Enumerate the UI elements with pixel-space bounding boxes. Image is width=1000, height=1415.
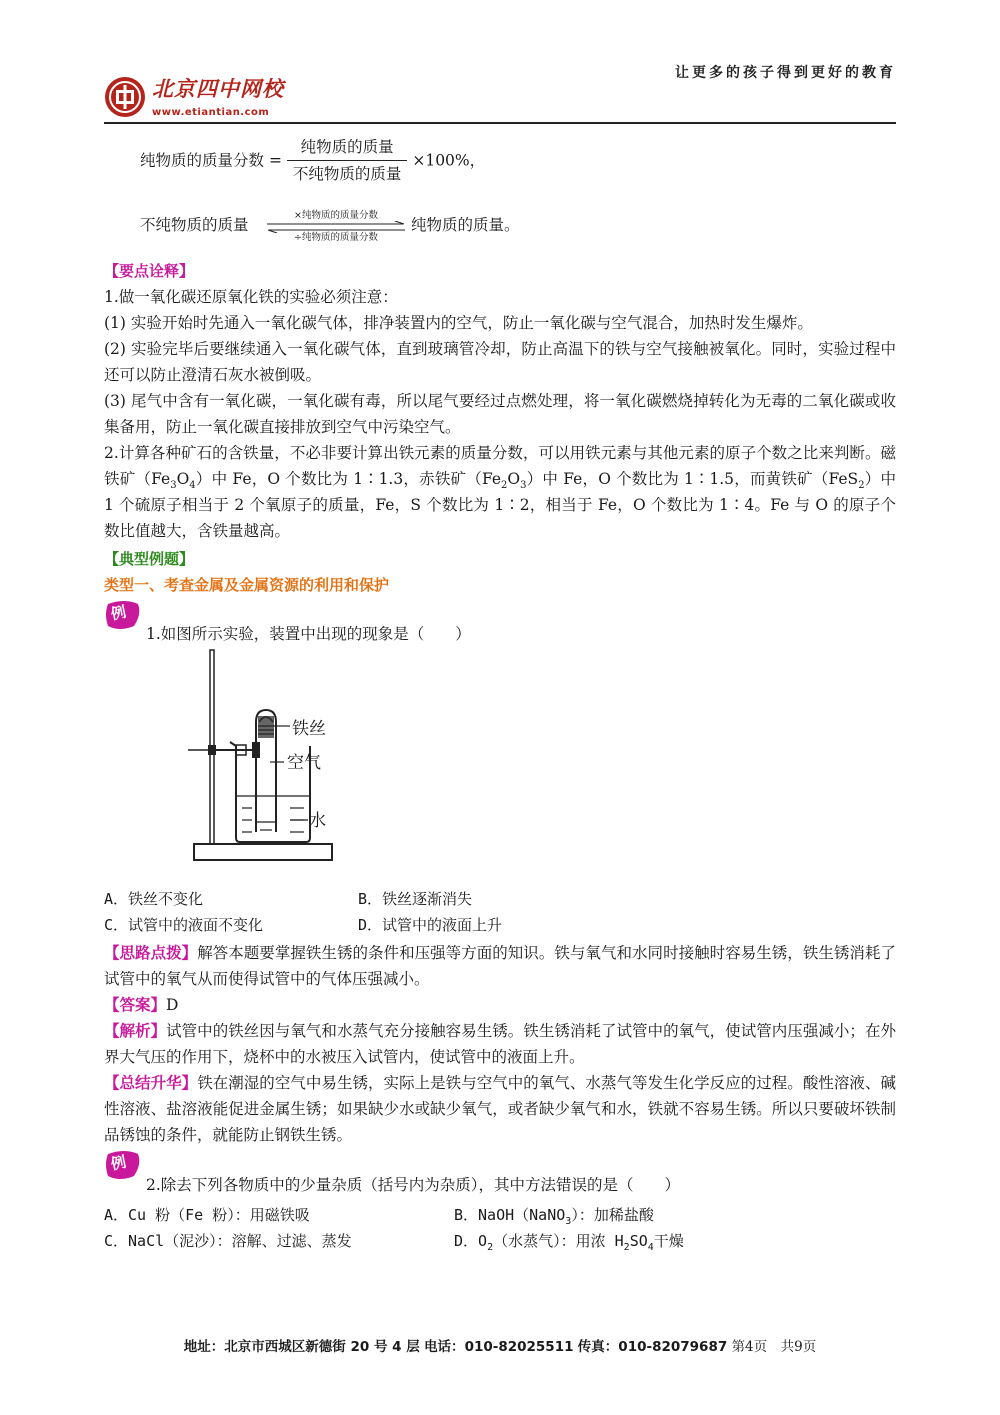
q2-option-c[interactable]: C．NaCl（泥沙）：溶解、过滤、蒸发	[104, 1232, 352, 1250]
question-1-stem: 1.如图所示实验，装置中出现的现象是（ ）	[146, 625, 471, 643]
q2-option-a[interactable]: A．Cu 粉（Fe 粉）：用磁铁吸	[104, 1206, 310, 1224]
header-divider	[104, 122, 896, 124]
logo-url: www.etiantian.com	[152, 107, 270, 118]
formula-conversion-right: 纯物质的质量。	[411, 216, 520, 234]
key-points-heading: 【要点诠释】	[104, 262, 195, 280]
logo-emblem-icon	[104, 76, 146, 118]
page-footer: 地址：北京市西城区新德街 20 号 4 层 电话：010-82025511 传真：010-82079687 第4页 共9页	[183, 1339, 817, 1355]
example-badge-1: 例	[104, 600, 144, 632]
q1-answer: 【答案】D	[104, 996, 179, 1014]
key-point-1: 1.做一氧化碳还原氧化铁的实验必须注意：	[104, 288, 398, 306]
q1-option-c[interactable]: C．试管中的液面不变化	[104, 916, 264, 934]
label-air: 空气	[287, 753, 321, 773]
q1-option-d[interactable]: D．试管中的液面上升	[358, 916, 503, 934]
q1-summary: 【总结升华】铁在潮湿的空气中易生锈，实际上是铁与空气中的氧气、水蒸气等发生化学反应的过程。酸性溶液、碱性溶液、盐溶液能促进金属生锈；如果缺少水或缺少氧气，或者缺少氧气和水，铁就不容易生锈。所以只要破坏铁制品锈蚀的条件，就能防止钢铁生锈。	[104, 1074, 896, 1144]
formula-numerator: 纯物质的质量	[287, 134, 408, 161]
type1-heading: 类型一、考查金属及金属资源的利用和保护	[104, 576, 390, 594]
label-iron-wire: 铁丝	[292, 719, 326, 739]
key-point-1-3: (3) 尾气中含有一氧化碳，一氧化碳有毒，所以尾气要经过点燃处理，将一氧化碳燃烧掉转化为无毒的二氧化碳或收集备用，防止一氧化碳直接排放到空气中污染空气。	[104, 392, 896, 436]
arrow-bottom-label: ÷纯物质的质量分数	[294, 232, 378, 243]
logo	[104, 74, 304, 120]
logo-name: 北京四中网校	[152, 76, 284, 101]
rusting-apparatus-diagram	[180, 646, 360, 868]
key-point-1-1: (1) 实验开始时先通入一氧化碳气体，排净装置内的空气，防止一氧化碳与空气混合，加热时发生爆炸。	[104, 314, 813, 332]
formula-label: 纯物质的质量分数	[140, 151, 265, 170]
key-point-1-2: (2) 实验完毕后要继续通入一氧化碳气体，直到玻璃管冷却，防止高温下的铁与空气接触被氧化。同时，实验过程中还可以防止澄清石灰水被倒吸。	[104, 340, 896, 384]
formula-denominator: 不纯物质的质量	[292, 165, 402, 183]
q2-option-d[interactable]: D．$O_2$（水蒸气）：用浓 $H_2SO_4$干燥	[454, 1232, 684, 1253]
page-number: 第4页 共9页	[731, 1339, 817, 1355]
label-water: 水	[309, 811, 326, 831]
arrow-top-label: ×纯物质的质量分数	[294, 210, 378, 221]
formula-mass-fraction	[140, 134, 485, 187]
formula-eq: =	[268, 151, 282, 170]
q1-analysis: 【解析】试管中的铁丝因与氧气和水蒸气充分接触容易生锈。铁生锈消耗了试管中的氧气，使试管内压强减小；在外界大气压的作用下，烧杯中的水被压入试管内，使试管中的液面上升。	[104, 1022, 896, 1066]
question-2-stem: 2.除去下列各物质中的少量杂质（括号内为杂质），其中方法错误的是（ ）	[146, 1176, 681, 1194]
q2-option-b[interactable]: B．NaOH（NaNO$_3$）：加稀盐酸	[454, 1206, 654, 1227]
formula-conversion-left: 不纯物质的质量	[140, 216, 249, 234]
example-badge-2: 例	[104, 1150, 144, 1182]
q1-hint: 【思路点拨】解答本题要掌握铁生锈的条件和压强等方面的知识。铁与氧气和水同时接触时容易生锈，铁生锈消耗了试管中的氧气从而使得试管中的气体压强减小。	[104, 944, 896, 988]
q1-option-b[interactable]: B．铁丝逐渐消失	[358, 890, 473, 908]
header-slogan: 让更多的孩子得到更好的教育	[675, 65, 896, 81]
q1-option-a[interactable]: A．铁丝不变化	[104, 890, 204, 908]
conversion-arrows	[265, 210, 407, 244]
formula-suffix: ×100%，	[412, 151, 486, 170]
key-point-2: 2.计算各种矿石的含铁量，不必非要计算出铁元素的质量分数，可以用铁元素与其他元素的原子个数之比来判断。磁铁矿$(Fe_3O_4)$中 Fe，O 个数比为 1∶1.3，赤铁矿$(Fe_2O_3)$中 Fe，O 个数比为 1∶1.5，而黄铁矿（FeS$_2$）中 1 个硫原子相当于 2 个氧原子的质量，Fe，S 个数比为 1∶2，相当于 Fe，O 个数比为 1∶4。Fe 与 O 的原子个数比值越大，含铁量越高。	[104, 444, 896, 540]
formula-fraction	[287, 134, 408, 187]
examples-heading: 【典型例题】	[104, 550, 195, 568]
